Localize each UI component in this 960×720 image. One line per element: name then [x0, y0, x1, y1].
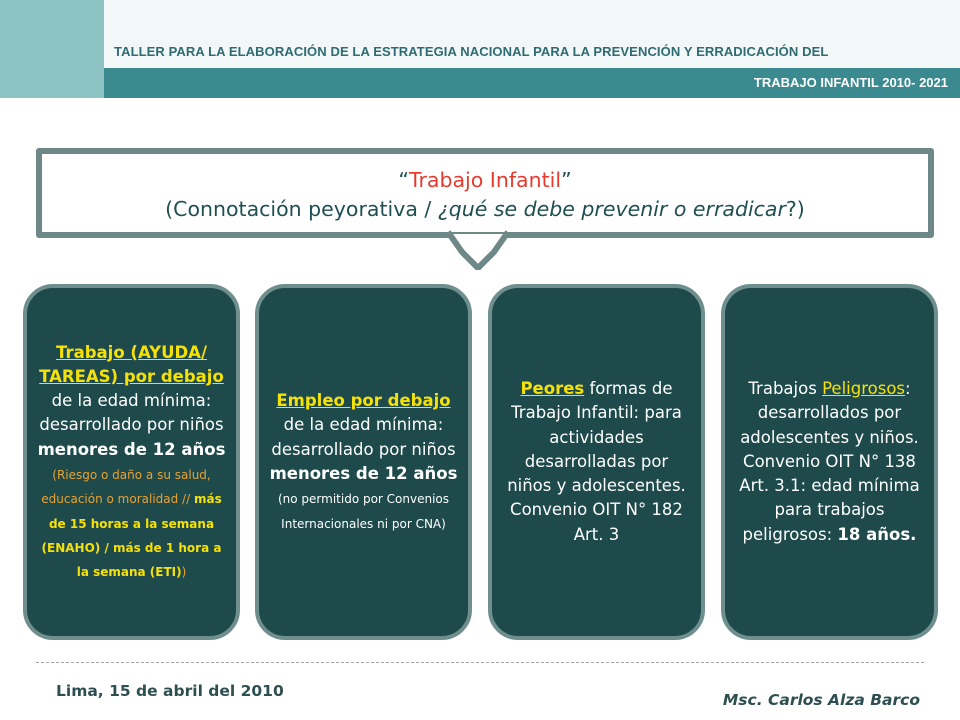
callout-subtitle-question: ¿qué se debe prevenir o erradicar — [437, 197, 786, 221]
callout-text — [42, 166, 928, 224]
card-empleo — [255, 284, 472, 640]
callout-box — [36, 148, 934, 238]
header-bar — [104, 68, 960, 98]
header-title-line2: TRABAJO INFANTIL 2010- 2021 — [753, 75, 948, 90]
callout-subtitle-start: (Connotación peyorativa / — [165, 197, 438, 221]
card1-text2: desarrollado por niños — [39, 415, 224, 435]
card2-text2: desarrollado por niños — [271, 439, 456, 459]
header-accent-block — [0, 0, 104, 98]
card2-heading: Empleo por debajo — [276, 391, 451, 411]
card1-close: ) — [181, 565, 187, 580]
card2-text1: de la edad mínima: — [283, 415, 444, 435]
card4-text2: desarrollados por adolescentes y niños. Convenio OIT N° 138 Art. 3.1: edad mínima para trabajos peligrosos: — [739, 403, 920, 544]
card-peores-formas — [488, 284, 705, 640]
quote-open: “ — [398, 168, 409, 192]
header-title-line1: TALLER PARA LA ELABORACIÓN DE LA ESTRATEGIA NACIONAL PARA LA PREVENCIÓN Y ERRADICACIÓN DEL — [114, 44, 829, 59]
card4-bold: 18 años. — [837, 524, 917, 544]
callout-subtitle-end: ?) — [785, 197, 805, 221]
card1-heading: Trabajo (AYUDA/ TAREAS) por debajo — [39, 342, 224, 386]
card1-text1: de la edad mínima: — [51, 391, 212, 411]
card-ayuda-tareas — [23, 284, 240, 640]
card1-bold-note: más de 15 horas a la semana (ENAHO) / más de 1 hora a la semana (ETI) — [41, 492, 222, 580]
card2-note: (no permitido por Convenios Internacionales ni por CNA) — [277, 492, 450, 531]
card3-heading: Peores — [520, 378, 585, 398]
card4-heading: Peligrosos — [822, 378, 906, 398]
card4-text1: : — [905, 378, 911, 398]
card3-text1: formas de Trabajo Infantil: — [511, 378, 673, 423]
card-trabajos-peligrosos — [721, 284, 938, 640]
card2-bold: menores de 12 años — [269, 464, 458, 483]
card1-bold: menores de 12 años — [37, 439, 226, 459]
callout-pointer — [446, 230, 510, 270]
card4-text0: Trabajos — [748, 378, 823, 398]
callout-title: Trabajo Infantil — [408, 168, 562, 192]
footer-date: Lima, 15 de abril del 2010 — [56, 682, 284, 700]
footer-author: Msc. Carlos Alza Barco — [722, 691, 920, 709]
card1-note: (Riesgo o daño a su salud, educación o moralidad // — [41, 468, 211, 507]
quote-close: ” — [561, 168, 572, 192]
footer-divider — [36, 662, 924, 663]
card3-text2: para actividades desarrolladas por niños y adolescentes. Convenio OIT N° 182 Art. 3 — [507, 403, 686, 544]
